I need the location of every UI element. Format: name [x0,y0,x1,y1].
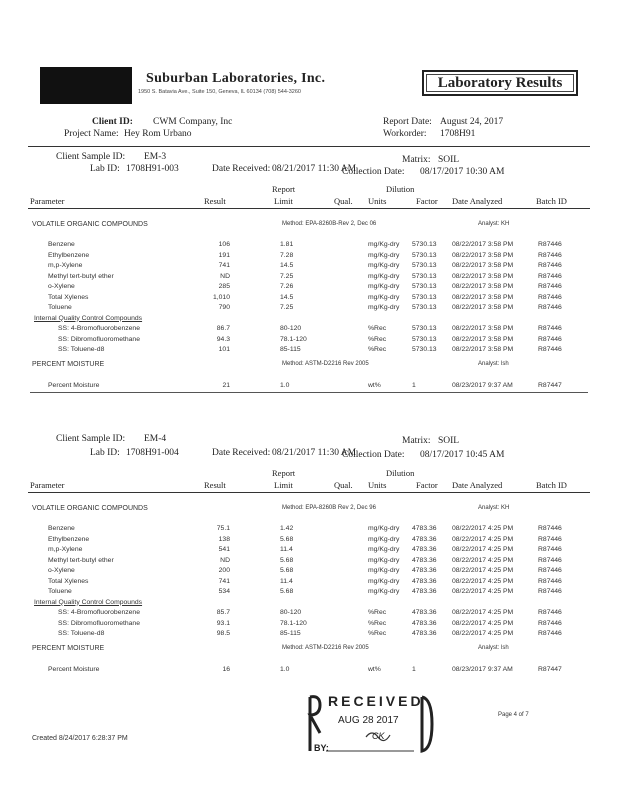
date-analyzed-cell: 08/22/2017 3:58 PM [452,241,514,248]
col-limit: Limit [274,196,293,206]
units-cell: mg/Kg-dry [368,272,400,280]
table-row [30,336,588,346]
col-result: Result [204,196,226,206]
limit-cell: 78.1-120 [280,335,307,343]
table-row [30,241,588,251]
parameter-cell: Methyl tert-butyl ether [48,556,114,564]
parameter-cell: SS: Toluene-d8 [58,346,105,353]
units-cell: wt% [368,381,381,389]
parameter-cell: SS: 4-Bromofluorobenzene [58,325,140,332]
dilution-cell: 5730.13 [412,325,437,332]
table-row [30,525,588,535]
table-row [30,609,588,619]
voc-analyst: Analyst: KH [478,505,510,511]
batch-cell: R87446 [538,262,562,269]
project-label: Project Name: [64,129,119,139]
dilution-cell: 4783.36 [412,556,437,564]
result-cell: 21 [222,381,230,389]
batch-cell: R87446 [538,546,562,553]
dilution-cell: 4783.36 [412,609,437,616]
col-dilution: Dilution [386,184,415,194]
table-row [30,588,588,598]
parameter-cell: Percent Moisture [48,665,100,673]
dilution-cell: 4783.36 [412,567,437,574]
batch-cell: R87446 [538,272,562,280]
col-factor: Factor [416,480,438,490]
date-analyzed-cell: 08/22/2017 4:25 PM [452,567,514,574]
limit-cell: 80-120 [280,609,302,616]
col-parameter: Parameter [30,480,65,490]
date-analyzed-cell: 08/22/2017 3:58 PM [452,304,514,311]
dilution-cell: 5730.13 [412,304,437,311]
limit-cell: 85-115 [280,346,301,353]
dilution-cell: 4783.36 [412,546,437,553]
batch-cell: R87447 [538,381,562,389]
dilution-cell: 1 [412,381,416,389]
units-cell: mg/Kg-dry [368,262,400,269]
lab-id-label: Lab ID: [90,448,120,458]
dilution-cell: 5730.13 [412,241,437,248]
collection-date: 08/17/2017 10:45 AM [420,450,505,460]
pm-analyst: Analyst: lsh [478,644,509,651]
workorder: 1708H91 [440,129,476,139]
table-header-rule [28,208,590,209]
header-divider [28,146,590,147]
limit-cell: 78.1-120 [280,619,307,627]
units-cell: %Rec [368,609,387,616]
table-row [30,346,588,356]
lab-id: 1708H91-004 [126,448,179,458]
date-analyzed-cell: 08/22/2017 4:25 PM [452,556,514,564]
result-cell: 86.7 [216,325,230,332]
result-cell: 16 [222,665,230,673]
project-name: Hey Rom Urbano [124,129,192,139]
parameter-cell: m,p-Xylene [48,546,83,553]
limit-cell: 7.26 [280,283,294,290]
result-cell: 534 [218,588,230,595]
table-row [30,557,588,567]
units-cell: mg/Kg-dry [368,304,400,311]
table-row [30,620,588,630]
col-qual: Qual. [334,196,353,206]
pm-analyst: Analyst: lsh [478,360,509,367]
stamp-initials: CK [372,731,385,741]
parameter-cell: Percent Moisture [48,381,100,389]
dilution-cell: 5730.13 [412,346,437,353]
batch-cell: R87446 [538,304,562,311]
parameter-cell: Ethylbenzene [48,251,90,259]
limit-cell: 7.25 [280,304,294,311]
date-analyzed-cell: 08/22/2017 3:58 PM [452,272,514,280]
units-cell: mg/Kg-dry [368,241,400,248]
limit-cell: 5.68 [280,556,294,564]
dilution-cell: 1 [412,665,416,673]
col-dilution: Dilution [386,468,415,478]
received-stamp [306,693,434,755]
collection-date-label: Collection Date: [342,450,405,460]
batch-cell: R87446 [538,283,562,290]
lab-id: 1708H91-003 [126,164,179,174]
col-date-analyzed: Date Analyzed [452,480,503,490]
result-cell: ND [220,556,230,564]
limit-cell: 5.68 [280,588,294,595]
page-number: Page 4 of 7 [498,712,529,718]
limit-cell: 14.5 [280,293,294,301]
limit-cell: 11.4 [280,546,293,553]
stamp-received-text: RECEIVED [328,693,424,709]
dilution-cell: 4783.36 [412,619,437,627]
result-cell: 1,010 [212,293,230,301]
col-date-analyzed: Date Analyzed [452,196,503,206]
col-parameter: Parameter [30,196,65,206]
parameter-cell: Methyl tert-butyl ether [48,272,114,280]
document-title: Laboratory Results [422,70,578,96]
result-cell: 75.1 [216,525,230,532]
batch-cell: R87446 [538,241,562,248]
collection-date: 08/17/2017 10:30 AM [420,167,505,177]
batch-cell: R87446 [538,325,562,332]
date-received: 08/21/2017 11:30 AM [272,164,357,174]
date-analyzed-cell: 08/22/2017 4:25 PM [452,619,514,627]
table-header-rule [28,492,590,493]
table-row [30,325,588,335]
matrix: SOIL [438,155,460,165]
table-row [30,666,588,676]
date-analyzed-cell: 08/22/2017 4:25 PM [452,535,514,543]
parameter-cell: Benzene [48,525,75,532]
parameter-cell: Total Xylenes [48,293,89,301]
percent-moisture-heading: PERCENT MOISTURE [32,644,105,652]
units-cell: mg/Kg-dry [368,556,400,564]
report-date: August 24, 2017 [440,117,504,127]
date-analyzed-cell: 08/22/2017 4:25 PM [452,588,514,595]
limit-cell: 7.28 [280,251,294,259]
limit-cell: 80-120 [280,325,302,332]
units-cell: mg/Kg-dry [368,293,400,301]
units-cell: wt% [368,665,381,673]
parameter-cell: o-Xylene [48,283,75,290]
voc-method: Method: EPA-8260B-Rev 2, Dec 06 [282,221,377,227]
result-cell: 285 [218,283,230,290]
result-cell: ND [220,272,230,280]
parameter-cell: o-Xylene [48,567,75,574]
client-id-label: Client ID: [92,117,133,127]
parameter-cell: SS: 4-Bromofluorobenzene [58,609,140,616]
table-row [30,304,588,314]
matrix-label: Matrix: [402,155,431,165]
units-cell: mg/Kg-dry [368,567,400,574]
stamp-by-label: BY: [314,743,329,753]
batch-cell: R87446 [538,619,562,627]
dilution-cell: 4783.36 [412,525,437,532]
parameter-cell: m,p-Xylene [48,262,83,269]
units-cell: %Rec [368,325,387,332]
table-row [30,294,588,304]
pm-method: Method: ASTM-D2216 Rev 2005 [282,360,369,367]
limit-cell: 1.0 [280,381,290,389]
matrix: SOIL [438,436,460,446]
col-report: Report [272,184,296,194]
result-cell: 98.5 [216,630,230,637]
col-result: Result [204,480,226,490]
limit-cell: 85-115 [280,630,301,637]
units-cell: mg/Kg-dry [368,546,400,553]
date-received-label: Date Received: [212,164,271,174]
result-cell: 200 [218,567,230,574]
batch-cell: R87446 [538,577,562,585]
lab-address: 1950 S. Batavia Ave., Suite 150, Geneva, IL 60134 (708) 544-3260 [138,89,301,95]
result-cell: 138 [218,535,230,543]
col-limit: Limit [274,480,293,490]
batch-cell: R87446 [538,335,562,343]
date-analyzed-cell: 08/23/2017 9:37 AM [452,665,513,673]
limit-cell: 5.68 [280,535,294,543]
table-row [30,262,588,272]
sample-label: Client Sample ID: [56,152,126,162]
date-analyzed-cell: 08/22/2017 3:58 PM [452,283,514,290]
dilution-cell: 5730.13 [412,262,437,269]
parameter-cell: Total Xylenes [48,577,89,585]
pm-method: Method: ASTM-D2216 Rev 2005 [282,644,369,651]
created-timestamp: Created 8/24/2017 6:28:37 PM [32,735,128,742]
result-cell: 85.7 [216,609,230,616]
batch-cell: R87446 [538,293,562,301]
sample-label: Client Sample ID: [56,434,126,444]
result-cell: 741 [218,262,230,269]
sample-id: EM-3 [144,152,167,162]
table-row [30,546,588,556]
batch-cell: R87446 [538,556,562,564]
col-batch: Batch ID [536,480,567,490]
parameter-cell: Toluene [48,588,72,595]
date-received: 08/21/2017 11:30 AM [272,448,357,458]
result-cell: 94.3 [216,335,230,343]
units-cell: mg/Kg-dry [368,251,400,259]
lab-logo-block [40,67,132,104]
dilution-cell: 4783.36 [412,630,437,637]
date-analyzed-cell: 08/22/2017 3:58 PM [452,325,514,332]
dilution-cell: 5730.13 [412,251,437,259]
collection-date-label: Collection Date: [342,167,405,177]
batch-cell: R87446 [538,609,562,616]
units-cell: mg/Kg-dry [368,525,400,532]
table-row [30,630,588,640]
result-cell: 790 [218,304,230,311]
voc-analyst: Analyst: KH [478,221,510,227]
table-row [30,273,588,283]
batch-cell: R87447 [538,665,562,673]
col-units: Units [368,196,387,206]
batch-cell: R87446 [538,525,562,532]
dilution-cell: 4783.36 [412,577,437,585]
result-cell: 93.1 [216,619,230,627]
table-row [30,382,588,393]
date-analyzed-cell: 08/22/2017 3:58 PM [452,262,514,269]
col-factor: Factor [416,196,438,206]
units-cell: mg/Kg-dry [368,283,400,290]
parameter-cell: SS: Dibromofluoromethane [58,335,140,343]
lab-id-label: Lab ID: [90,164,120,174]
result-cell: 106 [218,241,230,248]
table-row [30,252,588,262]
dilution-cell: 4783.36 [412,588,437,595]
parameter-cell: Toluene [48,304,72,311]
stamp-date: AUG 28 2017 [338,715,399,726]
dilution-cell: 5730.13 [412,335,437,343]
col-qual: Qual. [334,480,353,490]
qc-heading: Internal Quality Control Compounds [34,598,143,606]
sample-id: EM-4 [144,434,167,444]
voc-heading: VOLATILE ORGANIC COMPOUNDS [32,221,148,228]
parameter-cell: Ethylbenzene [48,535,90,543]
date-analyzed-cell: 08/22/2017 4:25 PM [452,546,514,553]
date-analyzed-cell: 08/22/2017 3:58 PM [452,251,514,259]
parameter-cell: SS: Toluene-d8 [58,630,105,637]
date-received-label: Date Received: [212,448,271,458]
table-row [30,578,588,588]
lab-name: Suburban Laboratories, Inc. [146,71,326,86]
limit-cell: 1.81 [280,241,294,248]
batch-cell: R87446 [538,630,562,637]
batch-cell: R87446 [538,535,562,543]
table-row [30,283,588,293]
units-cell: %Rec [368,335,387,343]
limit-cell: 1.42 [280,525,294,532]
date-analyzed-cell: 08/22/2017 3:58 PM [452,346,514,353]
limit-cell: 14.5 [280,262,294,269]
dilution-cell: 5730.13 [412,283,437,290]
dilution-cell: 5730.13 [412,272,437,280]
qc-heading: Internal Quality Control Compounds [34,314,143,322]
batch-cell: R87446 [538,567,562,574]
client-id: CWM Company, Inc [153,117,233,127]
units-cell: %Rec [368,346,387,353]
voc-method: Method: EPA-8260B Rev 2, Dec 96 [282,505,376,511]
parameter-cell: Benzene [48,241,75,248]
units-cell: mg/Kg-dry [368,535,400,543]
dilution-cell: 4783.36 [412,535,437,543]
limit-cell: 5.68 [280,567,294,574]
workorder-label: Workorder: [383,129,427,139]
report-date-label: Report Date: [383,117,432,127]
batch-cell: R87446 [538,588,562,595]
percent-moisture-heading: PERCENT MOISTURE [32,360,105,368]
batch-cell: R87446 [538,346,562,353]
col-batch: Batch ID [536,196,567,206]
date-analyzed-cell: 08/22/2017 4:25 PM [452,525,514,532]
batch-cell: R87446 [538,251,562,259]
date-analyzed-cell: 08/22/2017 3:58 PM [452,335,514,343]
units-cell: mg/Kg-dry [368,588,400,595]
table-row [30,536,588,546]
result-cell: 191 [218,251,230,259]
result-cell: 101 [218,346,230,353]
date-analyzed-cell: 08/22/2017 4:25 PM [452,630,514,637]
col-units: Units [368,480,387,490]
date-analyzed-cell: 08/22/2017 3:58 PM [452,293,514,301]
result-cell: 741 [218,577,230,585]
date-analyzed-cell: 08/23/2017 9:37 AM [452,381,513,389]
result-cell: 541 [218,546,230,553]
limit-cell: 1.0 [280,665,290,673]
voc-heading: VOLATILE ORGANIC COMPOUNDS [32,505,148,512]
units-cell: %Rec [368,619,387,627]
parameter-cell: SS: Dibromofluoromethane [58,619,140,627]
col-report: Report [272,468,296,478]
matrix-label: Matrix: [402,436,431,446]
units-cell: mg/Kg-dry [368,577,400,585]
table-row [30,567,588,577]
dilution-cell: 5730.13 [412,293,437,301]
limit-cell: 11.4 [280,577,293,585]
date-analyzed-cell: 08/22/2017 4:25 PM [452,577,514,585]
units-cell: %Rec [368,630,387,637]
limit-cell: 7.25 [280,272,294,280]
date-analyzed-cell: 08/22/2017 4:25 PM [452,609,514,616]
